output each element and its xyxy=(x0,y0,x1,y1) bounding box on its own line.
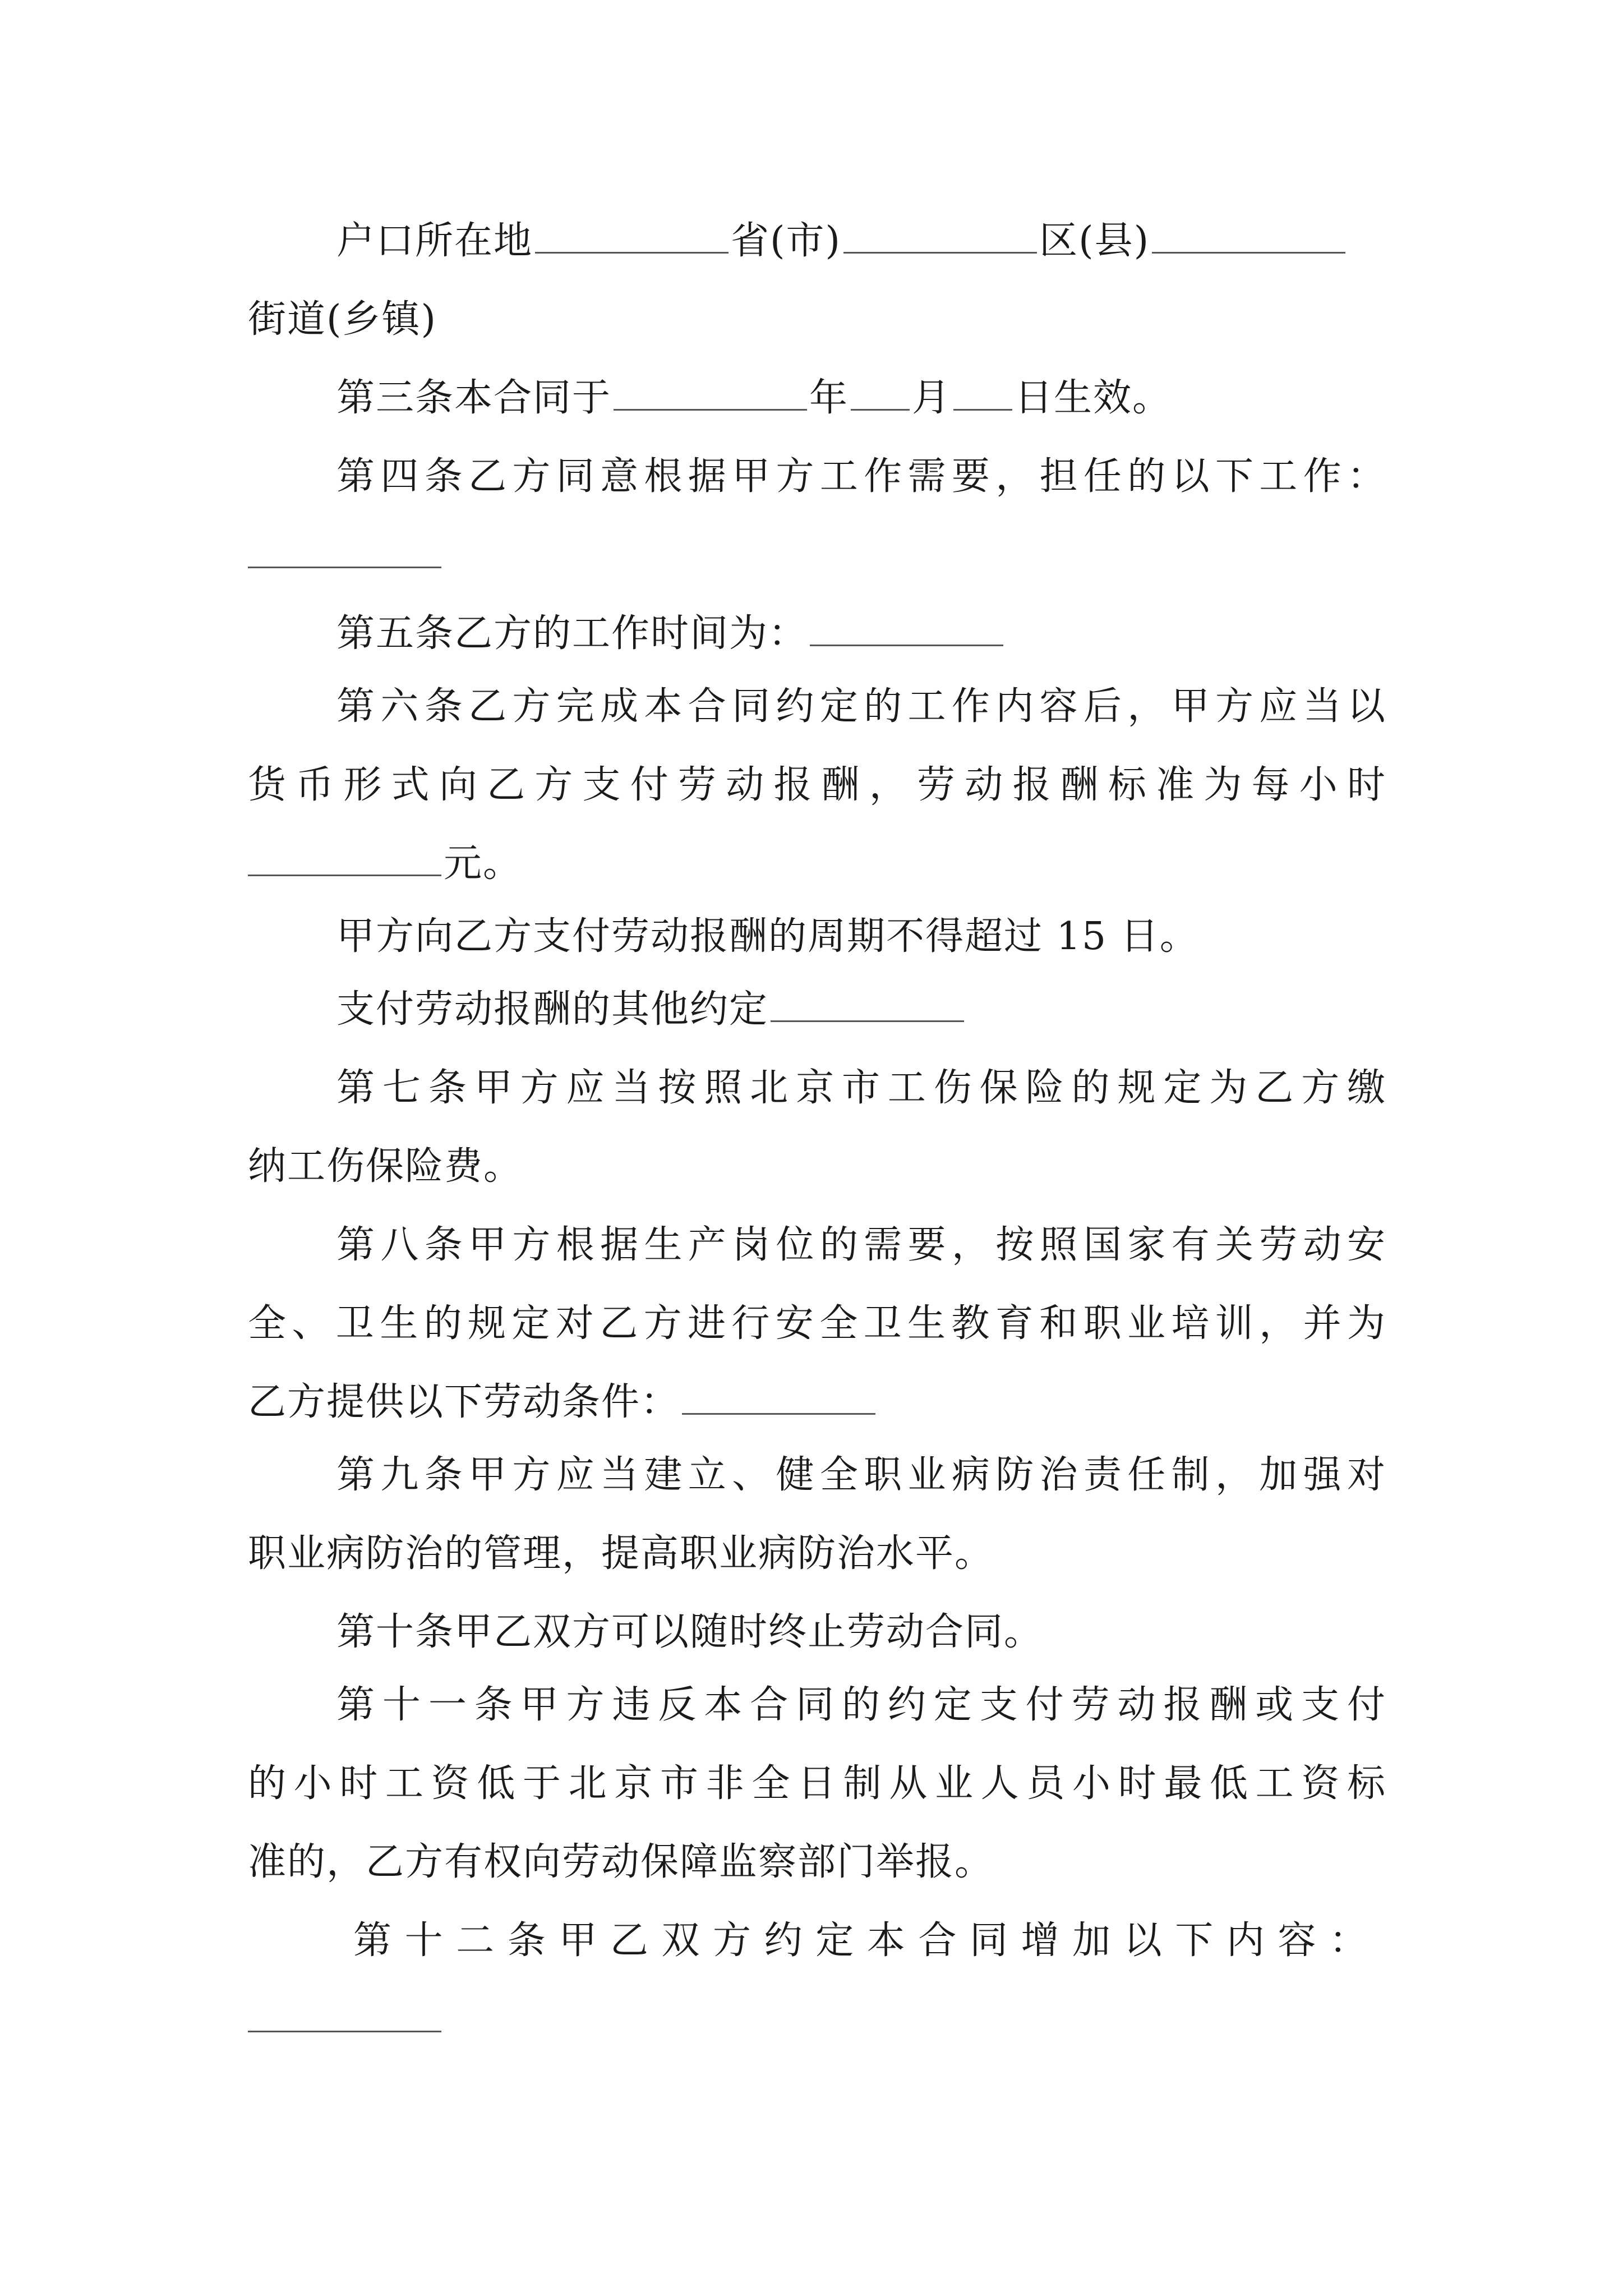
article-8-text-2: 全、卫生的规定对乙方进行安全卫生教育和职业培训，并为 xyxy=(248,1301,1386,1346)
article-5 xyxy=(336,606,1475,662)
year-label: 年 xyxy=(809,376,849,420)
article-12-blank xyxy=(248,2031,441,2032)
labor-conditions-blank xyxy=(682,1376,875,1415)
article-7-text-2: 纳工伤保险费。 xyxy=(248,1144,523,1189)
article-11-line-1 xyxy=(336,1677,1386,1733)
article-5-text: 第五条乙方的工作时间为： xyxy=(336,611,808,656)
pay-other-blank xyxy=(771,983,964,1022)
street-blank xyxy=(1152,215,1345,254)
month-label: 月 xyxy=(912,376,952,420)
district-label: 区(县) xyxy=(1039,219,1150,263)
pay-other-text: 支付劳动报酬的其他约定 xyxy=(336,987,769,1032)
year-blank xyxy=(614,372,807,411)
article-9-text-1: 第九条甲方应当建立、健全职业病防治责任制，加强对 xyxy=(336,1453,1386,1497)
day-label: 日生效。 xyxy=(1015,376,1172,420)
article-7-text-1: 第七条甲方应当按照北京市工伤保险的规定为乙方缴 xyxy=(336,1066,1386,1110)
month-blank xyxy=(851,372,910,411)
article-11-text-2: 的小时工资低于北京市非全日制从业人员小时最低工资标 xyxy=(248,1761,1386,1806)
article-6-text-1: 第六条乙方完成本合同约定的工作内容后，甲方应当以 xyxy=(336,684,1386,729)
article-10-text: 第十条甲乙双方可以随时终止劳动合同。 xyxy=(336,1610,1044,1654)
article-9-text-2: 职业病防治的管理，提高职业病防治水平。 xyxy=(248,1531,994,1576)
article-12 xyxy=(353,1913,1368,1969)
district-blank xyxy=(843,215,1037,254)
article-10 xyxy=(336,1604,1475,1660)
article-7-line-2 xyxy=(248,1139,1386,1195)
hourly-rate-blank xyxy=(248,838,441,876)
article-6-text-3: 元。 xyxy=(444,841,523,886)
article-6-line-2 xyxy=(248,757,1386,813)
article-11-text-3: 准的，乙方有权向劳动保障监察部门举报。 xyxy=(248,1840,994,1884)
article-8-text-1: 第八条甲方根据生产岗位的需要，按照国家有关劳动安 xyxy=(336,1223,1386,1267)
article-4 xyxy=(336,449,1386,505)
article-4-text: 第四条乙方同意根据甲方工作需要，担任的以下工作： xyxy=(336,454,1386,499)
article-9-line-1 xyxy=(336,1447,1386,1503)
article-3-text: 第三条本合同于 xyxy=(336,376,612,420)
street-label: 街道(乡镇) xyxy=(248,297,437,342)
article-8-line-3 xyxy=(248,1374,1386,1430)
hukou-line xyxy=(336,213,1475,269)
province-blank xyxy=(535,215,728,254)
article-8-line-1 xyxy=(336,1217,1386,1273)
pay-other-line xyxy=(336,982,1475,1038)
pay-period-text: 甲方向乙方支付劳动报酬的周期不得超过 15 日。 xyxy=(336,914,1199,959)
article-4-blank xyxy=(248,567,441,568)
article-6-line-1 xyxy=(336,679,1386,735)
article-11-line-3 xyxy=(248,1834,1386,1890)
article-11-line-2 xyxy=(248,1756,1386,1812)
article-8-text-3: 乙方提供以下劳动条件： xyxy=(248,1380,680,1424)
article-11-text-1: 第十一条甲方违反本合同的约定支付劳动报酬或支付 xyxy=(336,1683,1386,1727)
hukou-label: 户口所在地 xyxy=(336,219,533,263)
article-6-text-2: 货币形式向乙方支付劳动报酬，劳动报酬标准为每小时 xyxy=(248,763,1386,807)
work-time-blank xyxy=(810,608,1003,646)
day-blank xyxy=(953,372,1012,411)
article-3 xyxy=(336,370,1475,426)
article-9-line-2 xyxy=(248,1526,1386,1582)
pay-period-line xyxy=(336,909,1475,965)
article-6-line-3 xyxy=(248,836,1386,892)
article-7-line-1 xyxy=(336,1060,1386,1116)
article-8-line-2 xyxy=(248,1296,1386,1352)
province-label: 省(市) xyxy=(731,219,842,263)
street-line xyxy=(248,292,1386,348)
article-12-text: 第十二条甲乙双方约定本合同增加以下内容： xyxy=(353,1918,1368,1963)
